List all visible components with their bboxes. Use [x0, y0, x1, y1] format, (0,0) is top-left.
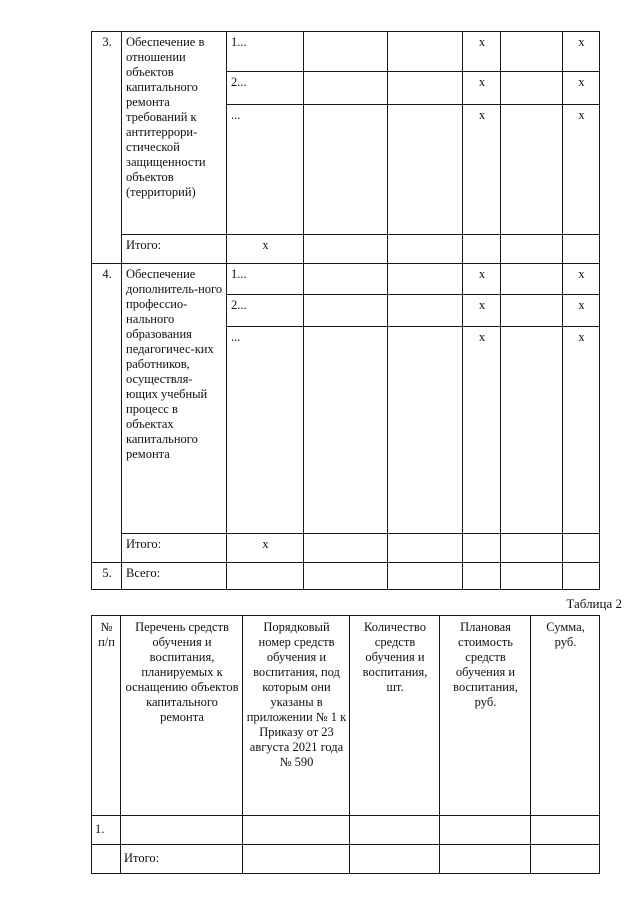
cell	[501, 264, 563, 295]
table-row	[92, 264, 600, 295]
x-mark: x	[563, 327, 600, 534]
cell	[304, 563, 388, 590]
item-cell: 1...	[227, 32, 304, 72]
cell	[501, 295, 563, 327]
x-mark: x	[463, 264, 501, 295]
equipment-table	[91, 615, 600, 874]
row-number: 1.	[92, 816, 121, 845]
total-label: Итого:	[121, 845, 243, 874]
cell	[501, 327, 563, 534]
cell	[388, 563, 463, 590]
column-header-number: № п/п	[92, 616, 121, 816]
cell	[501, 235, 563, 264]
cell	[388, 534, 463, 563]
table-row-grand-total	[92, 563, 600, 590]
total-label: Итого:	[122, 235, 227, 264]
item-cell: ...	[227, 105, 304, 235]
grand-total-label: Всего:	[122, 563, 227, 590]
cell	[388, 72, 463, 105]
table-row-total	[92, 534, 600, 563]
item-cell: ...	[227, 327, 304, 534]
cell	[501, 105, 563, 235]
cell	[304, 235, 388, 264]
section-number: 5.	[92, 563, 122, 590]
x-mark: x	[227, 235, 304, 264]
cell	[563, 534, 600, 563]
section-number: 3.	[92, 32, 122, 264]
column-header-cost: Плановая стоимость средств обучения и воспитания, руб.	[440, 616, 531, 816]
x-mark: x	[563, 295, 600, 327]
cell	[531, 816, 600, 845]
cell	[563, 563, 600, 590]
cell	[243, 845, 350, 874]
cell	[501, 72, 563, 105]
section-name: Обеспечение в отношении объектов капитального ремонта требований к антитеррори-стической защищенности объектов (территорий)	[122, 32, 227, 235]
cell	[388, 105, 463, 235]
cell	[440, 845, 531, 874]
cell	[227, 563, 304, 590]
cell	[501, 563, 563, 590]
cell	[440, 816, 531, 845]
table-caption: Таблица 2	[566, 596, 622, 611]
cell	[531, 845, 600, 874]
cell	[388, 32, 463, 72]
cell	[304, 327, 388, 534]
item-cell: 2...	[227, 72, 304, 105]
cell	[304, 295, 388, 327]
cell	[388, 264, 463, 295]
cell	[304, 534, 388, 563]
x-mark: x	[463, 105, 501, 235]
cell	[501, 534, 563, 563]
cell	[350, 845, 440, 874]
cell	[243, 816, 350, 845]
x-mark: x	[563, 105, 600, 235]
column-header-quantity: Количество средств обучения и воспитания, шт.	[350, 616, 440, 816]
table-row-total	[92, 235, 600, 264]
section-number: 4.	[92, 264, 122, 563]
table-row-total	[92, 845, 600, 874]
column-header-serial: Порядковый номер средств обучения и воспитания, под которым они указаны в приложении № 1 к Приказу от 23 августа 2021 года № 590	[243, 616, 350, 816]
x-mark: x	[463, 72, 501, 105]
cell	[463, 563, 501, 590]
item-cell: 2...	[227, 295, 304, 327]
column-header-list: Перечень средств обучения и воспитания, планируемых к оснащению объектов капитального ремонта	[121, 616, 243, 816]
table-row	[92, 32, 600, 72]
costs-table	[91, 31, 600, 590]
cell	[388, 235, 463, 264]
cell	[350, 816, 440, 845]
cell	[304, 72, 388, 105]
cell	[563, 235, 600, 264]
section-name: Обеспечение дополнитель-ного профессио-нального образования педагогичес-ких работников, осуществля-ющих учебный процесс в объектах капитального ремонта	[122, 264, 227, 534]
cell	[463, 534, 501, 563]
cell	[304, 105, 388, 235]
x-mark: x	[463, 327, 501, 534]
cell	[304, 32, 388, 72]
total-label: Итого:	[122, 534, 227, 563]
table-row	[92, 816, 600, 845]
cell	[304, 264, 388, 295]
x-mark: x	[563, 72, 600, 105]
cell	[388, 327, 463, 534]
table-header-row	[92, 616, 600, 816]
cell	[463, 235, 501, 264]
x-mark: x	[463, 295, 501, 327]
column-header-sum: Сумма, руб.	[531, 616, 600, 816]
x-mark: x	[563, 264, 600, 295]
cell	[92, 845, 121, 874]
cell	[121, 816, 243, 845]
cell	[388, 295, 463, 327]
x-mark: x	[563, 32, 600, 72]
x-mark: x	[227, 534, 304, 563]
item-cell: 1...	[227, 264, 304, 295]
cell	[501, 32, 563, 72]
x-mark: x	[463, 32, 501, 72]
